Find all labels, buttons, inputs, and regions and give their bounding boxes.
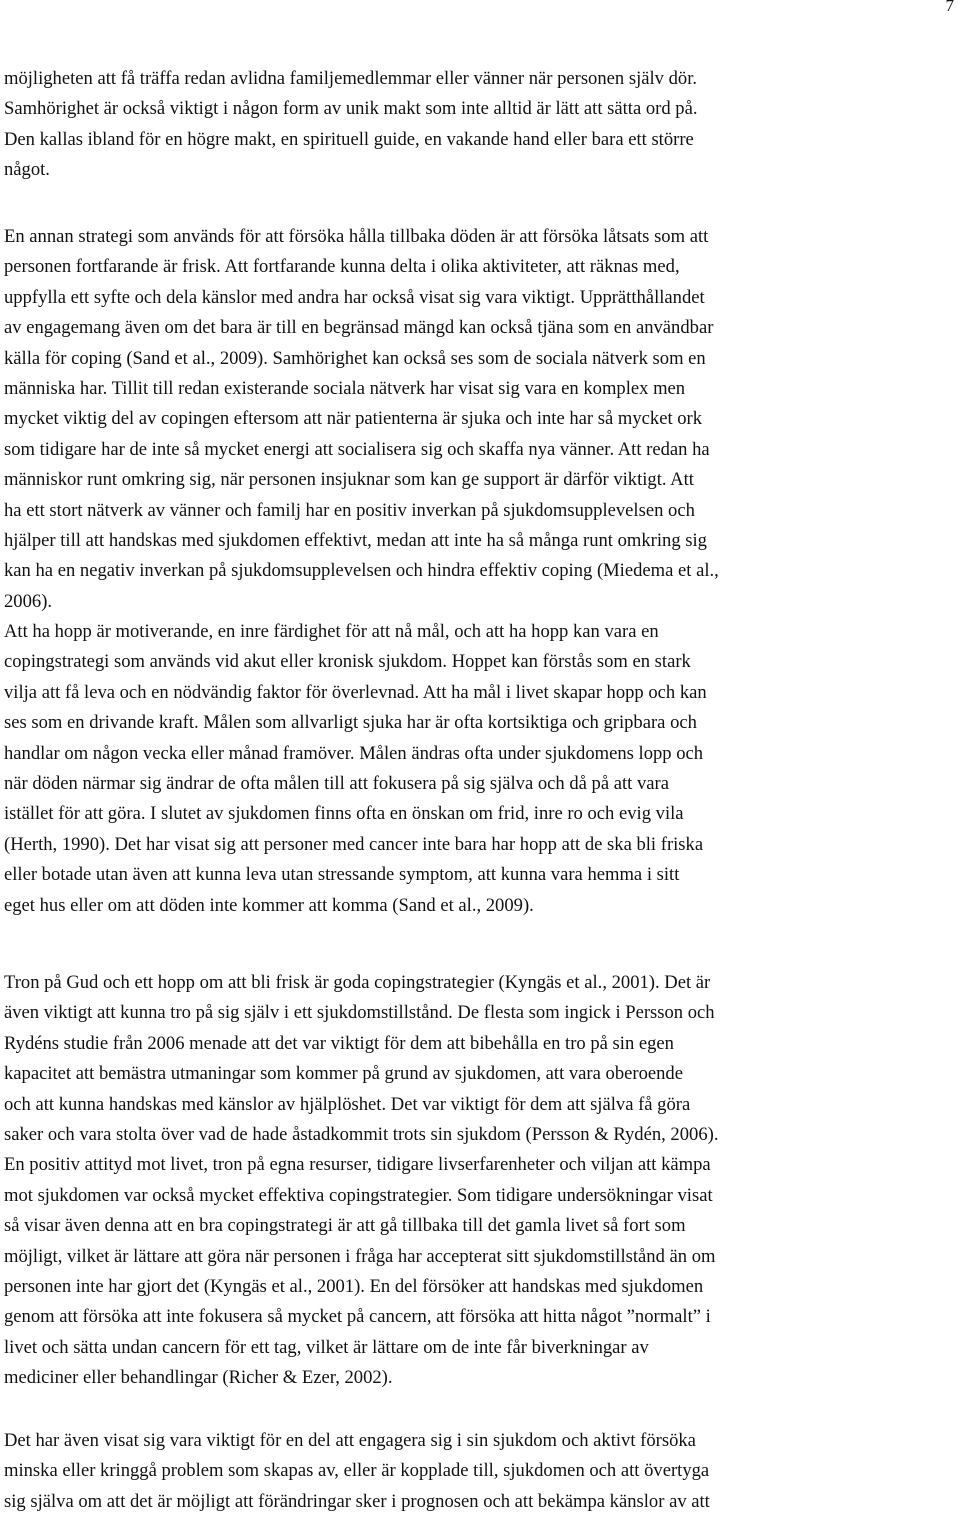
paragraph-4 (4, 1426, 954, 1517)
text-line: när döden närmar sig ändrar de ofta målen till att fokusera på sig själva och då på att vara (4, 773, 669, 795)
text-line: minska eller kringgå problem som skapas av, eller är kopplade till, sjukdomen och att övertyga (4, 1460, 710, 1482)
text-line: människa har. Tillit till redan existerande sociala nätverk har visat sig vara en komplex men (4, 377, 686, 399)
text-line: (Herth, 1990). Det har visat sig att personer med cancer inte bara har hopp att de ska bli friska (4, 833, 704, 855)
text-line: möjligheten att få träffa redan avlidna familjemedlemmar eller vänner när personen själv dör. (4, 68, 698, 89)
text-line: och att kunna handskas med känslor av hjälplöshet. Det var viktigt för dem att själva få göra (4, 1093, 691, 1115)
text-line: som tidigare har de inte så mycket energi att socialisera sig och skaffa nya vänner. Att redan ha (4, 438, 710, 460)
text-line: Den kallas ibland för en högre makt, en spirituell guide, en vakande hand eller bara ett större (4, 128, 694, 150)
text-line: människor runt omkring sig, när personen insjuknar som kan ge support är därför viktigt. Att (4, 469, 694, 491)
text-line: av engagemang även om det bara är till en begränsad mängd kan också tjäna som en användbar (4, 317, 714, 339)
text-line: källa för coping (Sand et al., 2009). Samhörighet kan också ses som de sociala nätverk som en (4, 347, 706, 369)
text-line: En positiv attityd mot livet, tron på egna resurser, tidigare livserfarenheter och viljan att kämpa (4, 1154, 711, 1176)
text-line: Rydéns studie från 2006 menade att det var viktigt för dem att bibehålla en tro på sin egen (4, 1032, 674, 1054)
text-line: hjälper till att handskas med sjukdomen effektivt, medan att inte ha så många runt omkring sig (4, 529, 707, 551)
text-line: Att ha hopp är motiverande, en inre färdighet för att nå mål, och att ha hopp kan vara en (4, 621, 659, 643)
text-line: kan ha en negativ inverkan på sjukdomsupplevelsen och hindra effektiv coping (Miedema et al., (4, 560, 719, 582)
text-line: saker och vara stolta över vad de hade åstadkommit trots sin sjukdom (Persson & Rydén, 2006). (4, 1123, 719, 1145)
paragraph-2 (4, 222, 954, 921)
text-line: 2006). (4, 590, 53, 612)
text-line: mot sjukdomen var också mycket effektiva copingstrategier. Som tidigare undersökningar visat (4, 1184, 713, 1206)
text-line: mycket viktig del av copingen eftersom att när patienterna är sjuka och inte har så mycket ork (4, 408, 703, 430)
text-line: ses som en drivande kraft. Målen som allvarligt sjuka har är ofta kortsiktiga och gripbara och (4, 712, 697, 734)
text-line: Tron på Gud och ett hopp om att bli frisk är goda copingstrategier (Kyngäs et al., 2001). Det är (4, 972, 711, 993)
text-line: något. (4, 159, 50, 181)
paragraph-3 (4, 968, 954, 1393)
text-line: eller botade utan även att kunna leva utan stressande symptom, att kunna vara hemma i sitt (4, 864, 680, 886)
text-line: eget hus eller om att döden inte kommer att komma (Sand et al., 2009). (4, 894, 534, 916)
text-line: Det har även visat sig vara viktigt för en del att engagera sig i sin sjukdom och aktivt försöka (4, 1430, 696, 1451)
text-line: livet och sätta undan cancern för ett tag, vilket är lättare om de inte får biverkningar av (4, 1336, 649, 1358)
text-line: kapacitet att bemästra utmaningar som kommer på grund av sjukdomen, att vara oberoende (4, 1063, 683, 1085)
text-line: vilja att få leva och en nödvändig faktor för överlevnad. Att ha mål i livet skapar hopp och kan (4, 681, 707, 703)
page-number: 7 (945, 0, 954, 15)
text-line: istället för att göra. I slutet av sjukdomen finns ofta en önskan om frid, inre ro och evig vila (4, 803, 684, 825)
text-line: personen fortfarande är frisk. Att fortfarande kunna delta i olika aktiviteter, att räknas med, (4, 256, 680, 278)
text-line: En annan strategi som används för att försöka hålla tillbaka döden är att försöka låtsats som att (4, 226, 709, 247)
text-line: genom att försöka att inte fokusera så mycket på cancern, att försöka att hitta något ”normalt” i (4, 1306, 711, 1328)
text-line: sig själva om att det är möjligt att förändringar sker i prognosen och att bekämpa känslor av att (4, 1490, 710, 1512)
text-line: möjligt, vilket är lättare att göra när personen i fråga har accepterat sitt sjukdomstillstånd än om (4, 1245, 716, 1267)
text-line: handlar om någon vecka eller månad framöver. Målen ändras ofta under sjukdomens lopp och (4, 742, 704, 764)
paragraph-1 (4, 64, 954, 186)
text-line: så visar även denna att en bra copingstrategi är att gå tillbaka till det gamla livet så fort som (4, 1215, 686, 1237)
text-line: uppfylla ett syfte och dela känslor med andra har också visat sig vara viktigt. Upprätthållandet (4, 286, 705, 308)
text-line: även viktigt att kunna tro på sig själv i ett sjukdomstillstånd. De flesta som ingick i Persson och (4, 1002, 715, 1024)
text-line: personen inte har gjort det (Kyngäs et al., 2001). En del försöker att handskas med sjukdomen (4, 1275, 704, 1297)
text-line: ha ett stort nätverk av vänner och familj har en positiv inverkan på sjukdomsupplevelsen och (4, 499, 695, 521)
text-line: Samhörighet är också viktigt i någon form av unik makt som inte alltid är lätt att sätta ord på. (4, 98, 698, 120)
text-line: mediciner eller behandlingar (Richer & Ezer, 2002). (4, 1367, 393, 1389)
text-line: copingstrategi som används vid akut eller kronisk sjukdom. Hoppet kan förstås som en stark (4, 651, 691, 673)
